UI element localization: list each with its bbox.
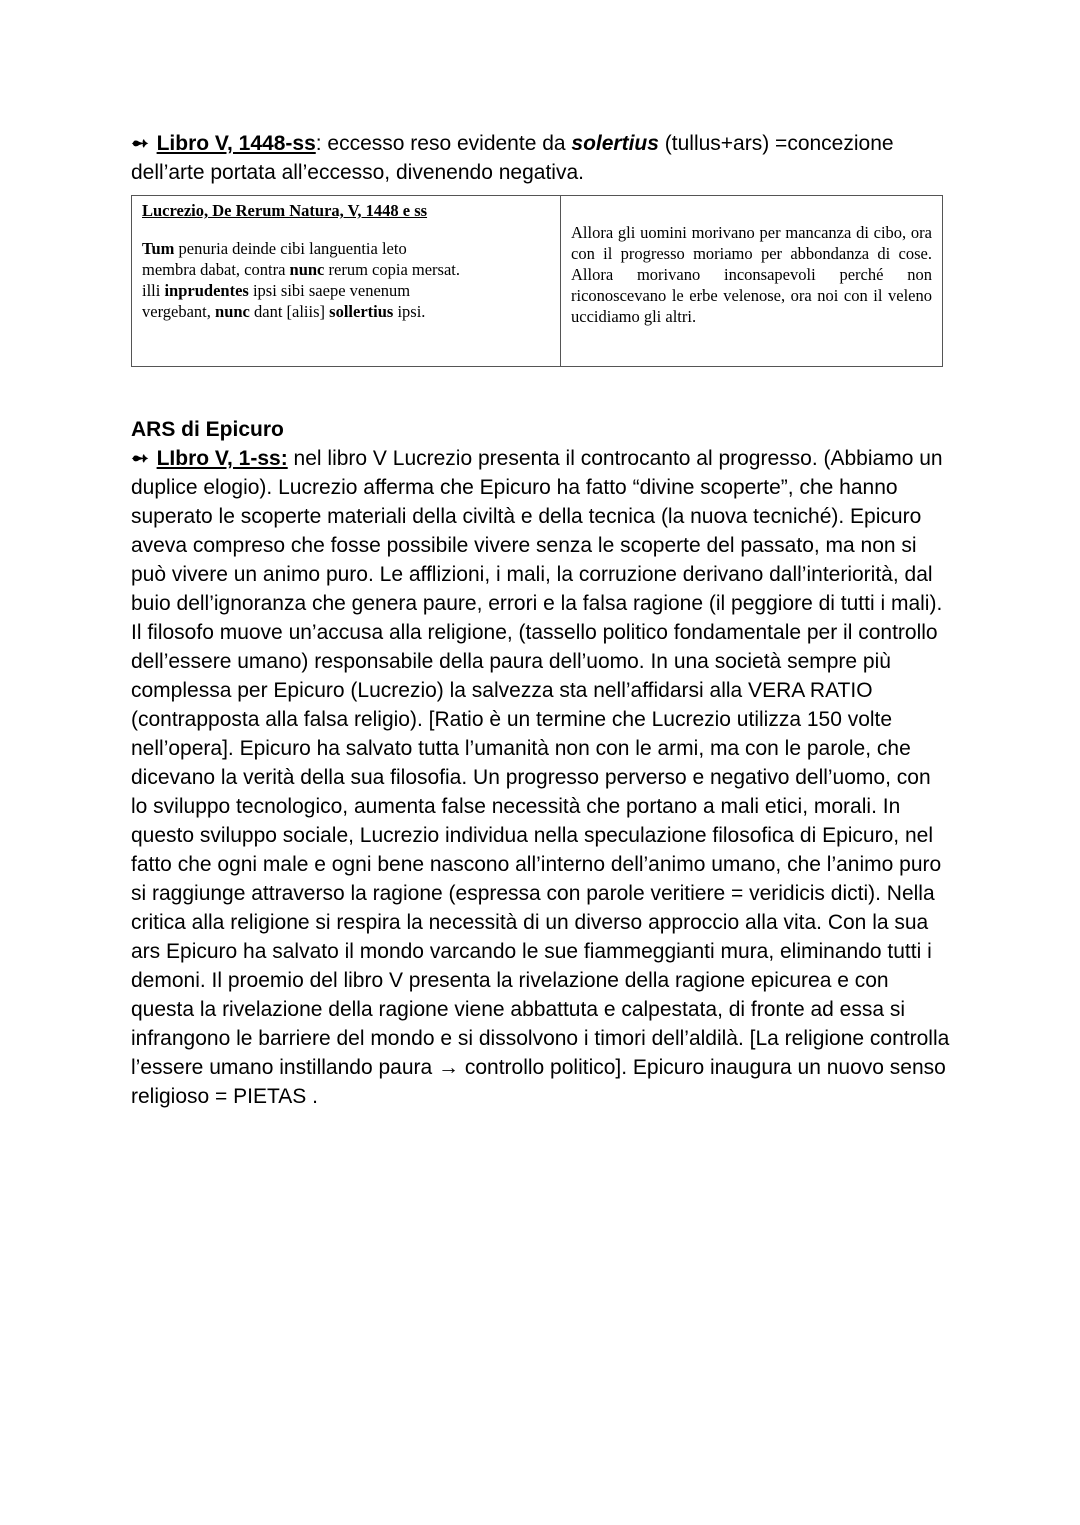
- quote-title: Lucrezio, De Rerum Natura, V, 1448 e ss: [142, 201, 428, 220]
- section1-paragraph: [131, 129, 951, 187]
- arrow-bullet-icon: ➻: [131, 447, 149, 470]
- translation-cell: [561, 196, 943, 367]
- section1-keyword: solertius: [571, 132, 659, 155]
- latin-line-3: illi inprudentes ipsi sibi saepe venenum: [142, 281, 411, 300]
- latin-cell: [132, 196, 561, 367]
- section2-paragraph: [131, 444, 951, 1111]
- section1-reference: Libro V, 1448-ss: [156, 132, 316, 155]
- latin-line-2: membra dabat, contra nunc rerum copia mersat.: [142, 260, 460, 279]
- translation-text: Allora gli uomini morivano per mancanza di cibo, ora con il progresso moriamo per abbondanza di cose. Allora morivano inconsapevoli perché non riconoscevano le erbe velenose, ora noi con il veleno uccidiamo gli altri.: [571, 223, 932, 326]
- document-content: [131, 129, 951, 1111]
- section1-text-pre: : eccesso reso evidente da: [315, 132, 572, 155]
- section2-body: nel libro V Lucrezio presenta il controcanto al progresso. (Abbiamo un duplice elogio). Lucrezio afferma che Epicuro ha fatto “divine scoperte”, che hanno superato le scoperte materiali della civiltà e della tecnica (la nuova tecniché). Epicuro aveva compreso che fosse possibile vivere senza le scoperte del passato, ma non si può vivere un animo puro. Le afflizioni, i mali, la corruzione derivano dall’interiorità, dal buio dell’ignoranza che genera paure, errori e la falsa ragione (il peggiore di tutti i mali). Il filosofo muove un’accusa alla religione, (tassello politico fondamentale per il controllo dell’essere umano) responsabile della paura dell’uomo. In una società sempre più complessa per Epicuro (Lucrezio) la salvezza sta nell’affidarsi alla VERA RATIO (contrapposta alla falsa religio). [Ratio è un termine che Lucrezio utilizza 150 volte nell’opera]. Epicuro ha salvato tutta l’umanità non con le armi, ma con le parole, che dicevano la verità della sua filosofia. Un progresso perverso e negativo dell’uomo, con lo sviluppo tecnologico, aumenta false necessità che portano a mali etici, morali. In questo sviluppo sociale, Lucrezio individua nella speculazione filosofica di Epicuro, nel fatto che ogni male e ogni bene nascono all’interno dell’animo umano, che l’animo puro si raggiunge attraverso la ragione (espressa con parole veritiere = veridicis dicti). Nella critica alla religione si respira la necessità di un diverso approccio alla vita. Con la sua ars Epicuro ha salvato il mondo varcando le sue fiammeggianti mura, eliminando tutti i demoni. Il proemio del libro V presenta la rivelazione della ragione epicurea e con questa la rivelazione della ragione viene abbattuta e calpestata, di fronte ad essa si infrangono le barriere del mondo e si dissolvono i timori dell’aldilà. [La religione controlla l’essere umano instillando paura → controllo politico]. Epicuro inaugura un nuovo senso religioso = PIETAS .: [131, 447, 950, 1108]
- arrow-bullet-icon: ➻: [131, 132, 149, 155]
- latin-line-4: vergebant, nunc dant [aliis] sollertius ipsi.: [142, 302, 426, 321]
- section2-heading: ARS di Epicuro: [131, 418, 284, 441]
- section2-reference: LIbro V, 1-ss:: [156, 447, 288, 470]
- quote-table: [131, 195, 943, 367]
- section1-text-post: (tullus+ars) =concezione dell’arte portata all’eccesso, divenendo negativa.: [131, 132, 894, 184]
- latin-line-1: Tum penuria deinde cibi languentia leto: [142, 239, 407, 258]
